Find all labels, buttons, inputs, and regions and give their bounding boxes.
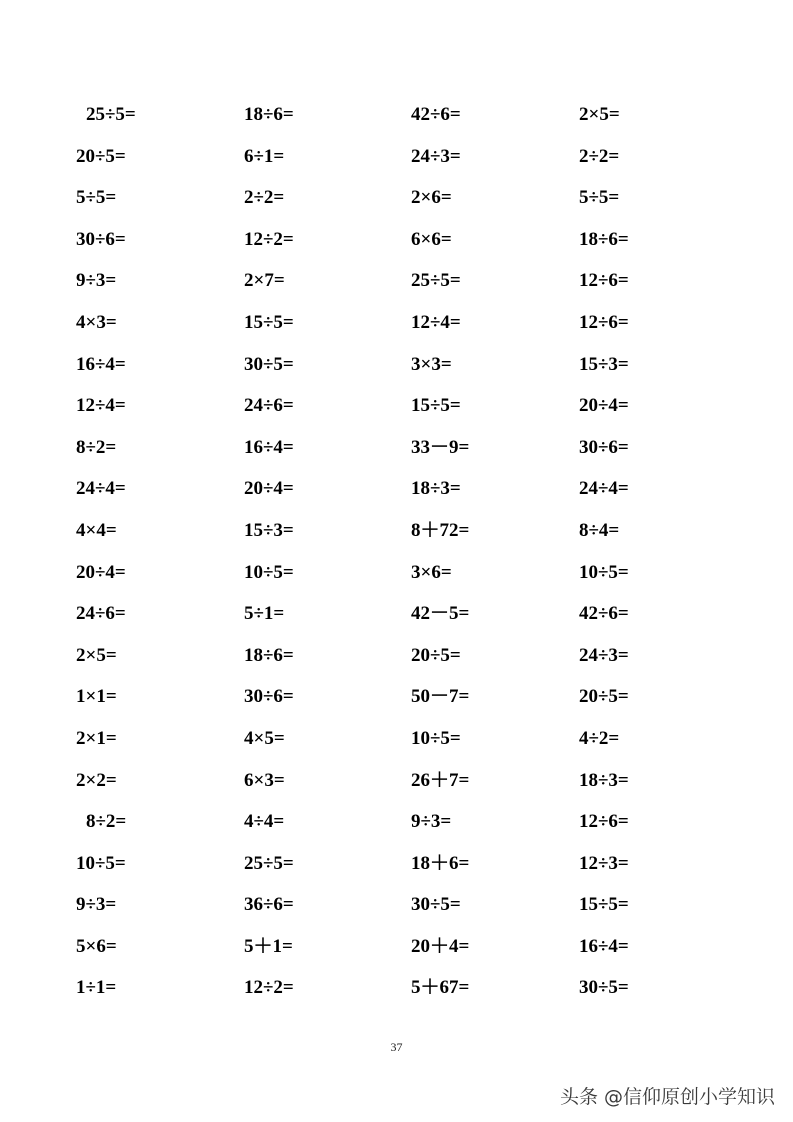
problem-item: 2×5=	[76, 644, 117, 666]
problem-item: 6÷1=	[244, 145, 285, 167]
problem-item: 6×3=	[244, 769, 285, 791]
problem-item: 20÷4=	[579, 395, 629, 417]
problem-item: 12÷6=	[579, 811, 629, 833]
problem-item: 5＋1=	[244, 935, 293, 957]
problem-item: 12÷2=	[244, 228, 294, 250]
problem-item: 10÷5=	[579, 561, 629, 583]
problem-item: 2×1=	[76, 727, 117, 749]
problem-row	[0, 302, 793, 344]
problem-item: 20＋4=	[411, 935, 470, 957]
problem-item: 1÷1=	[76, 977, 117, 999]
problem-item: 24÷3=	[579, 644, 629, 666]
problem-row	[0, 260, 793, 302]
problem-item: 4÷4=	[244, 811, 285, 833]
problem-item: 15÷5=	[244, 311, 294, 333]
problem-item: 24÷4=	[579, 478, 629, 500]
problem-item: 18÷6=	[579, 228, 629, 250]
problem-row	[0, 926, 793, 968]
problem-item: 30÷5=	[579, 977, 629, 999]
problem-row	[0, 884, 793, 926]
problem-item: 42－5=	[411, 603, 470, 625]
problem-row	[0, 427, 793, 469]
problem-item: 33－9=	[411, 436, 470, 458]
problem-item: 8÷4=	[579, 519, 620, 541]
problem-item: 20÷5=	[411, 644, 461, 666]
problem-item: 8÷2=	[76, 436, 117, 458]
problem-row	[0, 552, 793, 594]
problem-item: 12÷4=	[411, 311, 461, 333]
problem-item: 16÷4=	[579, 935, 629, 957]
problem-item: 20÷4=	[76, 561, 126, 583]
problem-item: 8÷2=	[86, 811, 127, 833]
problem-item: 12÷6=	[579, 270, 629, 292]
problem-item: 18＋6=	[411, 852, 470, 874]
problem-item: 3×6=	[411, 561, 452, 583]
problem-row	[0, 593, 793, 635]
problem-grid	[0, 94, 793, 1009]
problem-row	[0, 94, 793, 136]
problem-item: 24÷6=	[244, 395, 294, 417]
problem-item: 4×5=	[244, 727, 285, 749]
problem-item: 20÷4=	[244, 478, 294, 500]
problem-item: 20÷5=	[579, 686, 629, 708]
problem-item: 26＋7=	[411, 769, 470, 791]
problem-item: 12÷3=	[579, 852, 629, 874]
problem-item: 5÷5=	[579, 187, 620, 209]
problem-item: 5×6=	[76, 935, 117, 957]
problem-item: 25÷5=	[244, 852, 294, 874]
problem-row	[0, 219, 793, 261]
problem-item: 15÷3=	[244, 519, 294, 541]
problem-item: 3×3=	[411, 353, 452, 375]
problem-item: 16÷4=	[76, 353, 126, 375]
problem-item: 15÷5=	[411, 395, 461, 417]
problem-item: 2×5=	[579, 104, 620, 125]
problem-item: 42÷6=	[411, 104, 461, 125]
problem-item: 6×6=	[411, 228, 452, 250]
problem-item: 30÷6=	[244, 686, 294, 708]
problem-item: 2×7=	[244, 270, 285, 292]
problem-row	[0, 344, 793, 386]
problem-item: 36÷6=	[244, 894, 294, 916]
problem-item: 15÷3=	[579, 353, 629, 375]
problem-item: 10÷5=	[411, 727, 461, 749]
problem-item: 5÷5=	[76, 187, 117, 209]
problem-item: 24÷4=	[76, 478, 126, 500]
problem-item: 30÷5=	[411, 894, 461, 916]
problem-row	[0, 760, 793, 802]
problem-item: 25÷5=	[86, 104, 136, 125]
problem-item: 12÷4=	[76, 395, 126, 417]
problem-item: 16÷4=	[244, 436, 294, 458]
problem-row	[0, 801, 793, 843]
problem-row	[0, 385, 793, 427]
problem-item: 18÷6=	[244, 104, 294, 125]
problem-item: 18÷6=	[244, 644, 294, 666]
problem-item: 9÷3=	[411, 811, 452, 833]
problem-item: 15÷5=	[579, 894, 629, 916]
problem-row	[0, 843, 793, 885]
page-number: 37	[390, 1040, 403, 1054]
problem-row	[0, 136, 793, 178]
problem-row	[0, 510, 793, 552]
problem-item: 5÷1=	[244, 603, 285, 625]
problem-item: 18÷3=	[411, 478, 461, 500]
problem-item: 5＋67=	[411, 977, 470, 999]
problem-item: 4×3=	[76, 311, 117, 333]
watermark: 头条 @信仰原创小学知识	[559, 1086, 775, 1108]
problem-item: 12÷2=	[244, 977, 294, 999]
problem-item: 2÷2=	[579, 145, 620, 167]
problem-item: 4×4=	[76, 519, 117, 541]
problem-row	[0, 676, 793, 718]
problem-item: 30÷6=	[579, 436, 629, 458]
problem-row	[0, 177, 793, 219]
problem-item: 10÷5=	[76, 852, 126, 874]
problem-item: 2÷2=	[244, 187, 285, 209]
problem-item: 18÷3=	[579, 769, 629, 791]
problem-item: 2×2=	[76, 769, 117, 791]
problem-item: 10÷5=	[244, 561, 294, 583]
problem-item: 4÷2=	[579, 727, 620, 749]
problem-item: 24÷3=	[411, 145, 461, 167]
problem-item: 50－7=	[411, 686, 470, 708]
problem-item: 9÷3=	[76, 270, 117, 292]
problem-item: 2×6=	[411, 187, 452, 209]
problem-item: 24÷6=	[76, 603, 126, 625]
problem-item: 30÷5=	[244, 353, 294, 375]
problem-row	[0, 718, 793, 760]
problem-item: 42÷6=	[579, 603, 629, 625]
problem-item: 30÷6=	[76, 228, 126, 250]
problem-item: 12÷6=	[579, 311, 629, 333]
problem-item: 9÷3=	[76, 894, 117, 916]
problem-row	[0, 468, 793, 510]
problem-item: 1×1=	[76, 686, 117, 708]
problem-row	[0, 635, 793, 677]
problem-item: 8＋72=	[411, 519, 470, 541]
problem-item: 25÷5=	[411, 270, 461, 292]
problem-row	[0, 967, 793, 1009]
problem-item: 20÷5=	[76, 145, 126, 167]
